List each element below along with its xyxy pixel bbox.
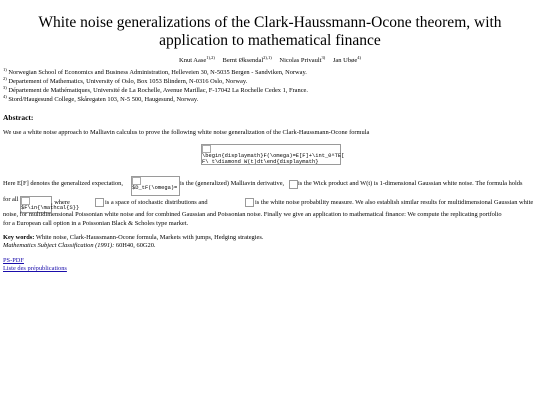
keywords-line: Key words: White noise, Clark-Haussmann-Ocone formula, Markets with jumps, Hedging strategies. [3,234,264,241]
affiliation: $^{3)}$ Département de Mathématiques, Université de La Rochelle, Avenue Marillac, F-17042 La Rochelle Cedex 1, France. [3,84,308,94]
abstract-text: is the Wick product and W(t) is 1-dimensional Gaussian white noise. The formula holds [298,180,523,187]
author: Knut Aase$^{1),2)}$ [179,54,215,64]
author-list [0,54,540,64]
msc-line: Mathematics Subject Classification (1991): 60H40, 60G20. [3,242,156,249]
abstract-paragraph: We use a white noise approach to Malliavin calculus to prove the following white noise generalization of the Clark-Haussmann-Ocone formula [3,129,370,136]
abstract-text: , where [51,199,70,206]
abstract-text: noise, for multidimensional Poissonian white noise and for combined Gaussian and Poissonian noise. Finally we give an application to mathematical finance: We compute the replicating portfolio [3,211,502,218]
formula-image: \begin{displaymath}F(\omega)=E[F]+\int_0^TE[ F\ t\diamond W(t)dt\end{displaymath} [201,144,341,165]
space-image: $F\in{\mathcal{S}} [20,196,52,213]
author: Jan Ubøe$^{4)}$ [332,54,361,64]
author: Bernt Øksendal$^{2),1)}$ [222,54,272,64]
affiliation: $^{4)}$ Stord/Haugesund College, Skåregaten 103, N-5 500, Haugesund, Norway. [3,93,199,103]
broken-image-icon [202,145,211,153]
abstract-text: for a European call option in a Poissonian Black & Scholes type market. [3,220,189,227]
ps-pdf-link[interactable]: PS-PDF [3,257,24,264]
affiliation: $^{1)}$ Norwegian School of Economics and Business Administration, Helleveien 30, N-5035 Bergen - Sandviken, Norway. [3,66,307,76]
preprints-list-link[interactable]: Liste des prépublications [3,265,67,272]
abstract-text: is the white noise probability measure. We also establish similar results for multidimensional Gaussian white [255,199,534,206]
derivative-image: $D_tF(\omega)= [131,176,180,196]
abstract-text: Here E[F] denotes the generalized expectation, [3,180,123,187]
author: Nicolas Privault$^{3)}$ [279,54,326,64]
affiliation: $^{2)}$ Departement of Mathematics, University of Oslo, Box 1053 Blindern, N-0316 Oslo, Norway. [3,75,248,85]
abstract-text: is a space of stochastic distributions and [105,199,208,206]
abstract-heading: Abstract: [3,113,34,122]
wick-symbol-image [289,180,298,189]
symbol-image [95,198,104,207]
abstract-text: is the (generalized) Malliavin derivative, [180,180,285,187]
broken-image-icon [21,197,30,205]
page-title: White noise generalizations of the Clark-Haussmann-Ocone theorem, with application to mathematical finance [38,14,502,49]
measure-symbol-image [245,198,254,207]
abstract-text: for all [3,196,19,203]
broken-image-icon [132,177,141,185]
